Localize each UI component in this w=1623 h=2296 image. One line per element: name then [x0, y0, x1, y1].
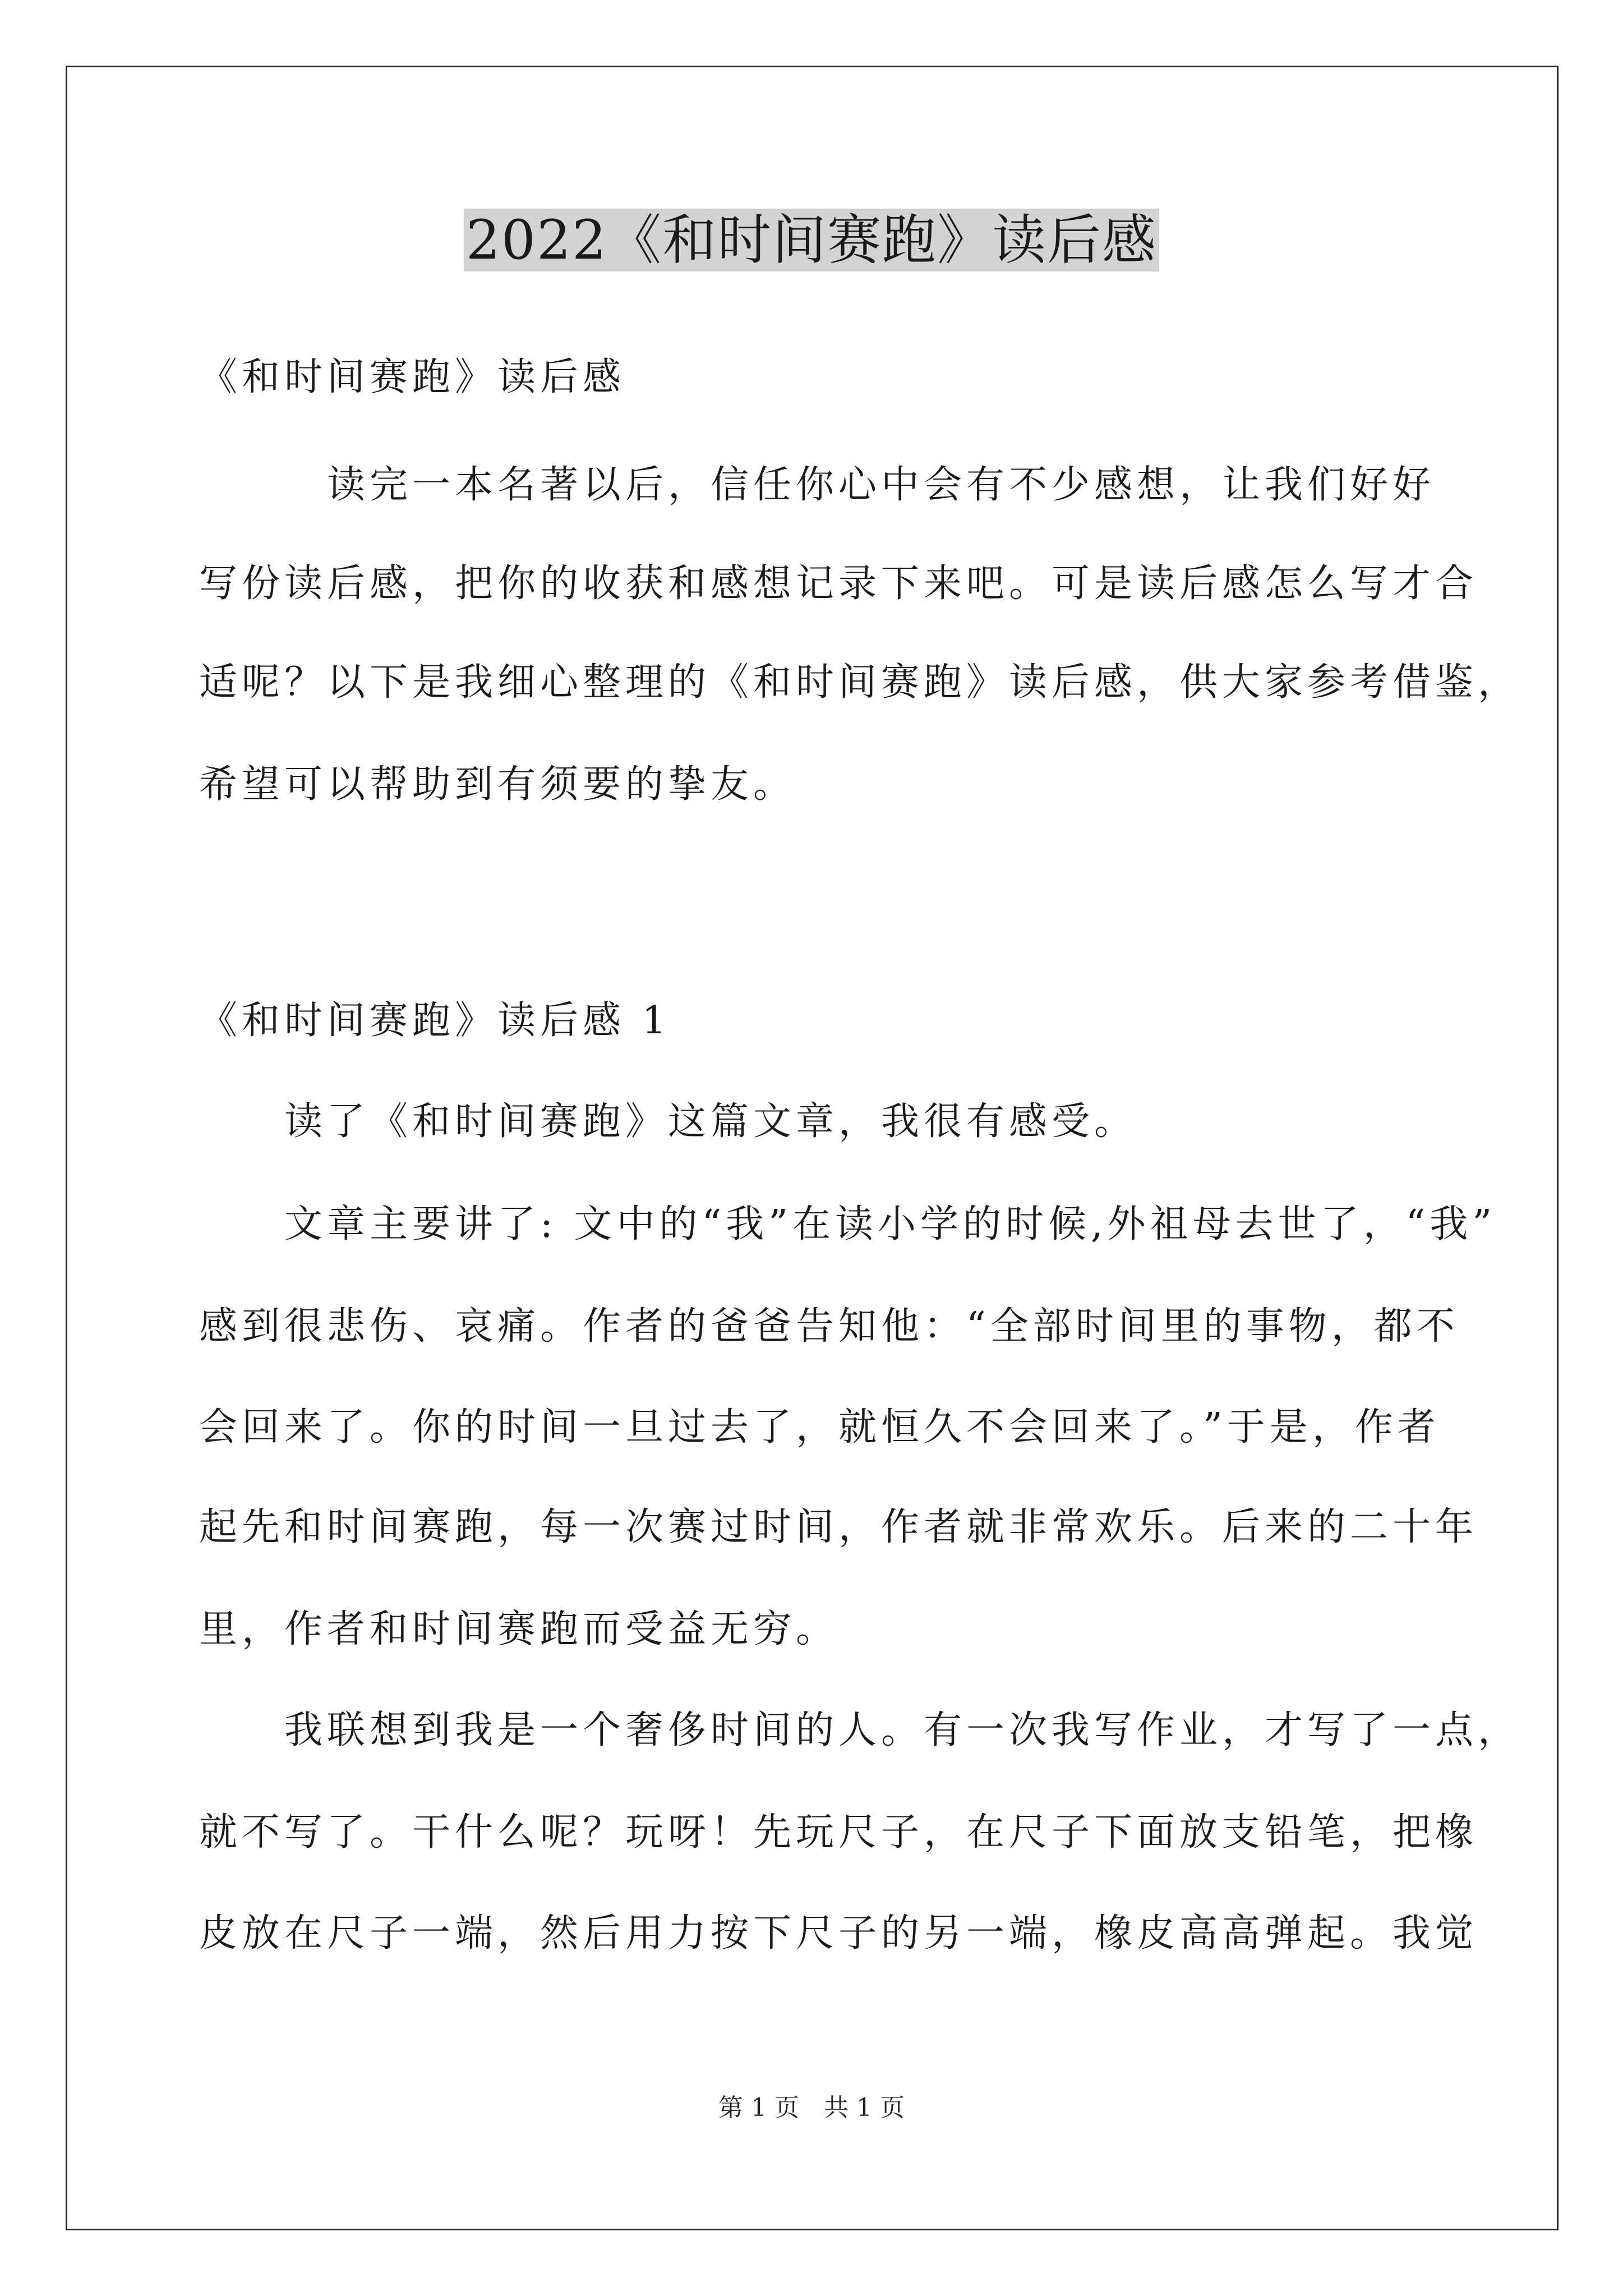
subtitle-line: 《和时间赛跑》读后感	[199, 355, 626, 399]
body-line: 感到很悲伤、哀痛。作者的爸爸告知他：“全部时间里的事物，都不	[199, 1304, 1459, 1349]
body-line: 里，作者和时间赛跑而受益无穷。	[199, 1607, 839, 1651]
document-title: 2022《和时间赛跑》读后感	[0, 201, 1623, 279]
body-line: 起先和时间赛跑，每一次赛过时间，作者就非常欢乐。后来的二十年	[199, 1505, 1478, 1549]
body-line: 皮放在尺子一端，然后用力按下尺子的另一端，橡皮高高弹起。我觉	[199, 1911, 1478, 1955]
body-line: 写份读后感，把你的收获和感想记录下来吧。可是读后感怎么写才合	[199, 562, 1478, 606]
page-number-footer: 第 1 页 共 1 页	[718, 2093, 905, 2122]
body-line: 读了《和时间赛跑》这篇文章，我很有感受。	[199, 1099, 1137, 1144]
body-line: 读完一本名著以后，信任你心中会有不少感想，让我们好好	[199, 463, 1436, 507]
section-heading: 《和时间赛跑》读后感 1	[199, 999, 671, 1043]
body-line: 文章主要讲了: 文中的“我”在读小学的时候,外祖母去世了，“我”	[199, 1202, 1497, 1246]
body-line: 会回来了。你的时间一旦过去了，就恒久不会回来了。”于是，作者	[199, 1405, 1440, 1450]
body-line: 希望可以帮助到有须要的挚友。	[199, 762, 796, 807]
body-line: 就不写了。干什么呢？玩呀！先玩尺子，在尺子下面放支铅笔，把橡	[199, 1810, 1478, 1855]
body-line: 我联想到我是一个奢侈时间的人。有一次我写作业，才写了一点，	[199, 1708, 1521, 1752]
body-line: 适呢？以下是我细心整理的《和时间赛跑》读后感，供大家参考借鉴，	[199, 660, 1521, 705]
